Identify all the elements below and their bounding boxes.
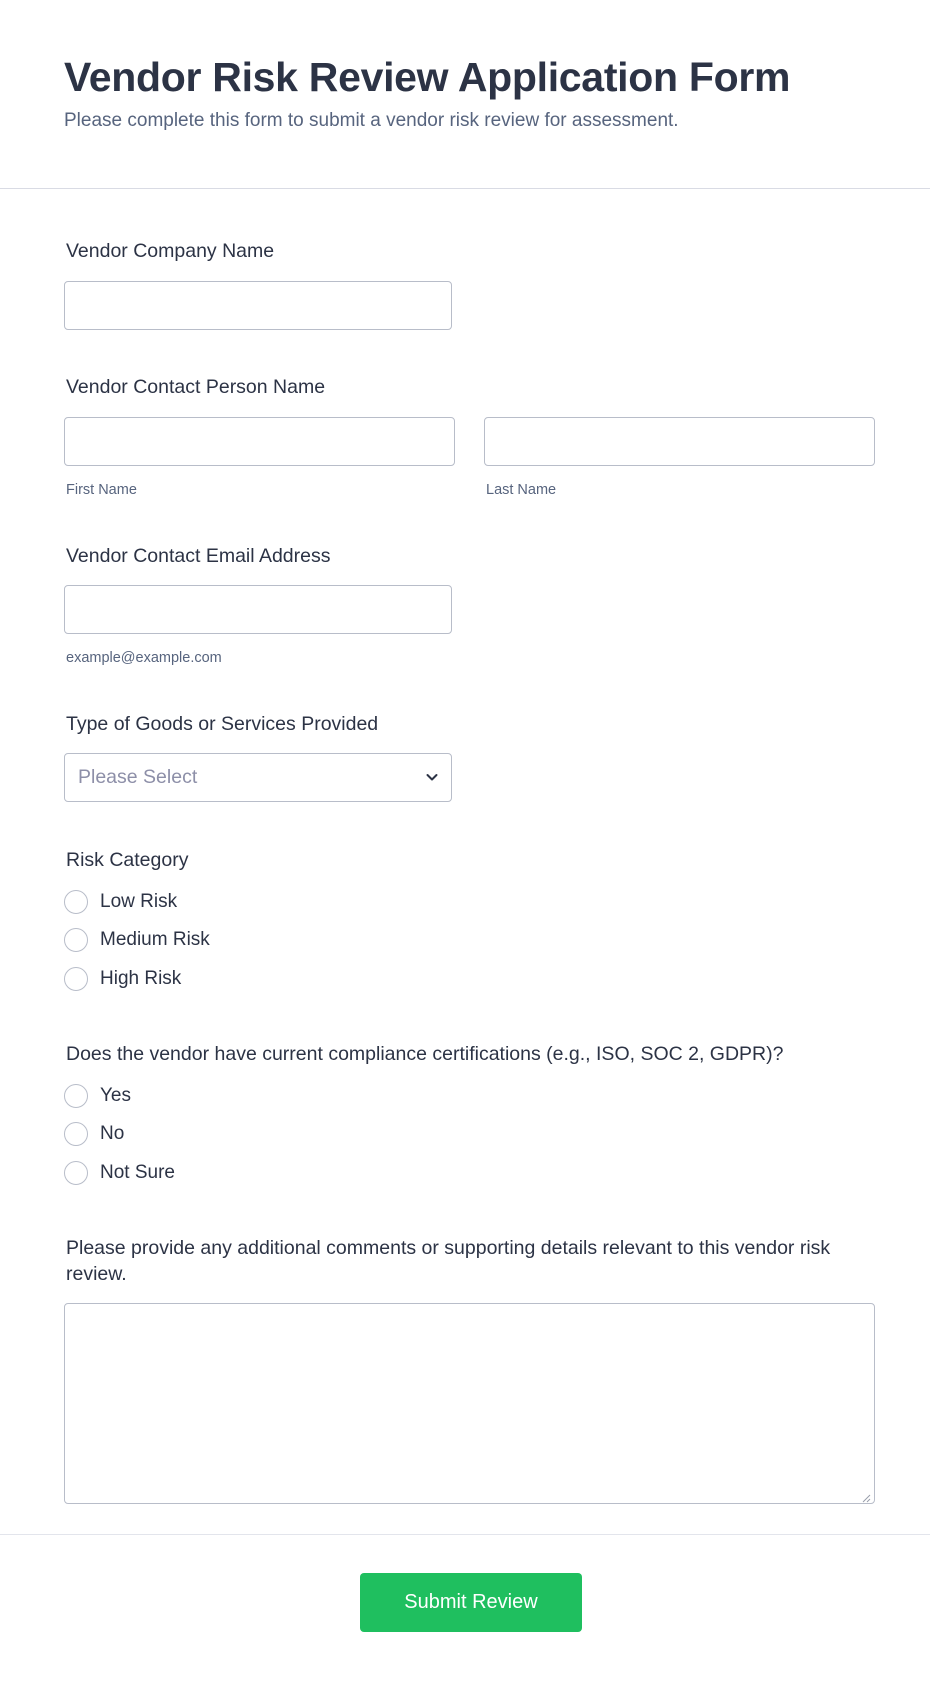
radio-option-label: Yes <box>100 1085 131 1106</box>
form-title: Vendor Risk Review Application Form <box>64 54 791 100</box>
chevron-down-icon <box>424 769 440 785</box>
radio-option-label: High Risk <box>100 968 182 989</box>
submit-review-button[interactable]: Submit Review <box>360 1573 582 1632</box>
radio-option-yes[interactable] <box>64 1083 131 1109</box>
radio-button[interactable] <box>64 967 88 991</box>
compliance-label: Does the vendor have current compliance certifications (e.g., ISO, SOC 2, GDPR)? <box>66 1043 784 1065</box>
radio-option-label: Not Sure <box>100 1162 175 1183</box>
radio-button[interactable] <box>64 1161 88 1185</box>
radio-button[interactable] <box>64 1084 88 1108</box>
radio-option-label: Low Risk <box>100 891 178 912</box>
radio-button[interactable] <box>64 928 88 952</box>
company-name-input[interactable] <box>64 281 452 330</box>
radio-option-low-risk[interactable] <box>64 889 177 915</box>
radio-button[interactable] <box>64 890 88 914</box>
risk-category-label: Risk Category <box>66 849 189 871</box>
radio-option-no[interactable] <box>64 1121 124 1147</box>
last-name-sublabel: Last Name <box>486 482 557 498</box>
email-sublabel: example@example.com <box>66 650 222 666</box>
goods-services-label: Type of Goods or Services Provided <box>66 713 379 735</box>
radio-option-medium-risk[interactable] <box>64 927 210 953</box>
last-name-input[interactable] <box>484 417 875 466</box>
contact-name-label: Vendor Contact Person Name <box>66 376 326 398</box>
goods-services-select[interactable] <box>64 753 452 802</box>
first-name-sublabel: First Name <box>66 482 137 498</box>
comments-textarea[interactable] <box>64 1303 875 1504</box>
radio-option-high-risk[interactable] <box>64 966 181 992</box>
form-header <box>0 0 930 189</box>
form-subtitle: Please complete this form to submit a vendor risk review for assessment. <box>64 110 679 131</box>
company-name-label: Vendor Company Name <box>66 240 275 262</box>
radio-option-label: Medium Risk <box>100 929 210 950</box>
select-placeholder: Please Select <box>78 766 198 788</box>
radio-button[interactable] <box>64 1122 88 1146</box>
radio-option-label: No <box>100 1123 125 1144</box>
comments-label: Please provide any additional comments or supporting details relevant to this vendor risk review. <box>66 1237 831 1285</box>
email-label: Vendor Contact Email Address <box>66 545 331 567</box>
footer-divider <box>0 1534 930 1535</box>
resize-grip-icon[interactable] <box>861 1490 871 1500</box>
radio-option-not-sure[interactable] <box>64 1160 175 1186</box>
email-input[interactable] <box>64 585 452 634</box>
first-name-input[interactable] <box>64 417 455 466</box>
